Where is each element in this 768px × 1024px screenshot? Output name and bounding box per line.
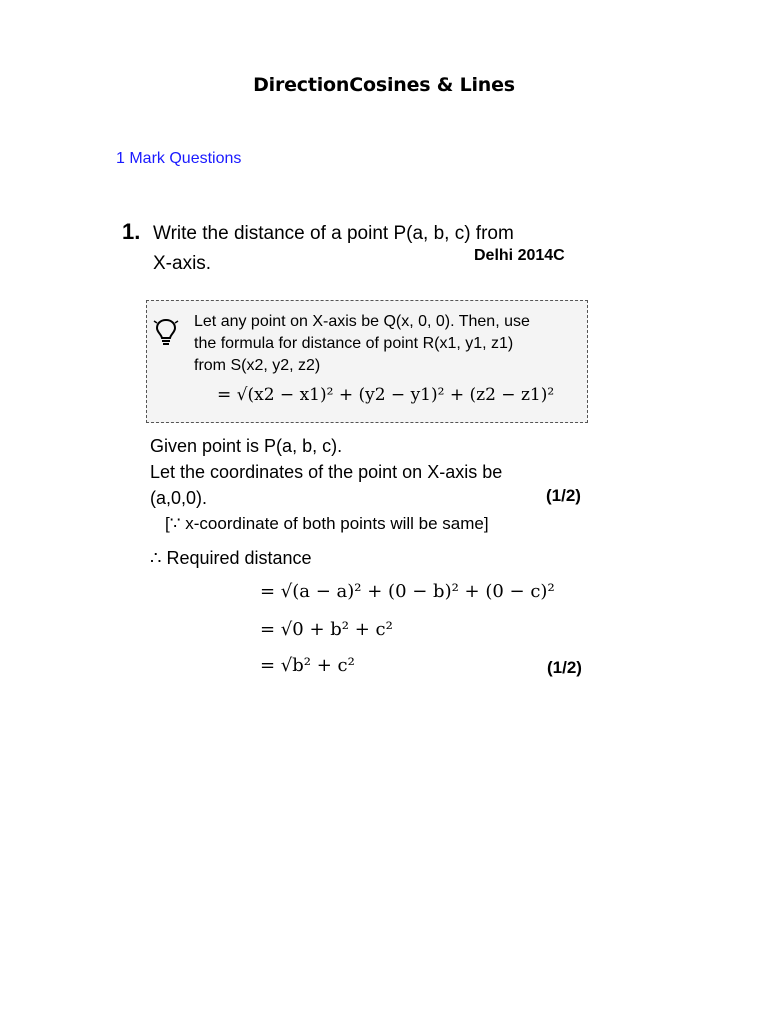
solution-line2: Let the coordinates of the point on X-axis be xyxy=(150,462,503,482)
hint-formula: = √(x2 − x1)² + (y2 − y1)² + (z2 − z1)² xyxy=(217,385,555,405)
solution-line1: Given point is P(a, b, c). xyxy=(150,436,343,456)
section-subtitle: 1 Mark Questions xyxy=(116,150,242,167)
solution-line3: (a,0,0). xyxy=(150,488,208,508)
hint-line2: the formula for distance of point R(x1, y1, z1) xyxy=(194,335,514,352)
equation-1: = √(a − a)² + (0 − b)² + (0 − c)² xyxy=(260,581,555,602)
question-text-line2: X-axis. xyxy=(153,253,212,274)
equation-3: = √b² + c² xyxy=(260,655,355,676)
question-text-line1: Write the distance of a point P(a, b, c) from xyxy=(153,223,514,244)
hint-line3: from S(x2, y2, z2) xyxy=(194,357,321,374)
question-source: Delhi 2014C xyxy=(474,247,565,264)
hint-box xyxy=(146,300,588,423)
hint-line1: Let any point on X-axis be Q(x, 0, 0). Then, use xyxy=(194,313,530,330)
solution-line4: [∵ x-coordinate of both points will be same] xyxy=(165,514,489,533)
question-scan xyxy=(110,205,630,705)
equation-2: = √0 + b² + c² xyxy=(260,619,393,640)
mark-label-1: (1/2) xyxy=(546,486,581,505)
hint-text xyxy=(194,311,584,377)
page-title: DirectionCosines & Lines xyxy=(253,74,515,96)
solution-line5: ∴ Required distance xyxy=(150,548,312,568)
mark-label-2: (1/2) xyxy=(547,658,582,677)
question-number: 1. xyxy=(122,219,141,244)
lightbulb-icon xyxy=(153,317,179,347)
